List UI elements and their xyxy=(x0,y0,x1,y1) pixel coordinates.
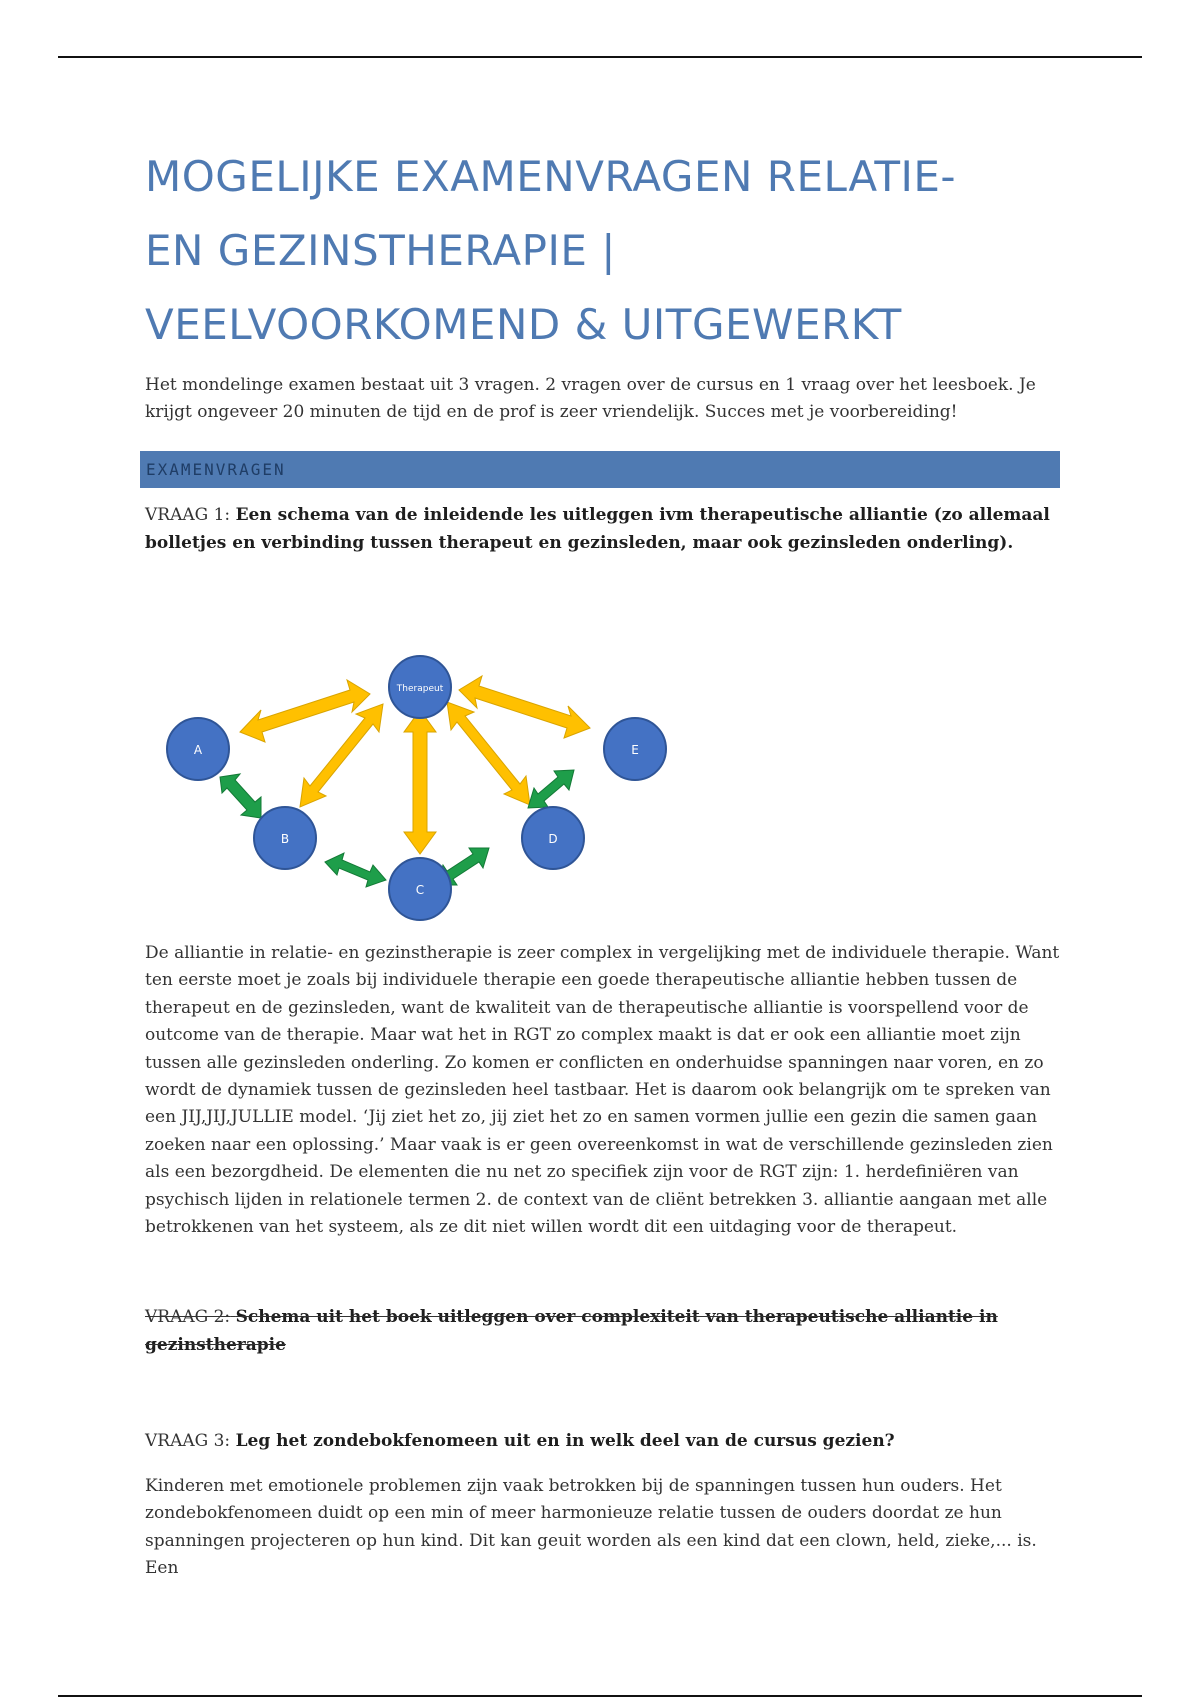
question-3-text: Leg het zondebokfenomeen uit en in welk deel van de cursus gezien? xyxy=(235,1431,895,1451)
alliance-diagram xyxy=(140,622,680,922)
intro-paragraph: Het mondelinge examen bestaat uit 3 vragen. 2 vragen over de cursus en 1 vraag over het leesboek. Je krijgt ongeveer 20 minuten de tijd en de prof is zeer vriendelijk. Succes met je voorbereiding! xyxy=(145,375,1036,422)
page-title xyxy=(145,140,1060,362)
question-1-label: VRAAG 1: xyxy=(145,505,231,525)
arrow-therapeut-d xyxy=(447,702,530,805)
node-c-label: C xyxy=(415,883,425,897)
section-heading: EXAMENVRAGEN xyxy=(146,460,286,479)
question-1-text: Een schema van de inleidende les uitleggen ivm therapeutische alliantie (zo allemaal bolletjes en verbinding tussen therapeut en gezinsleden, maar ook gezinsleden onderling). xyxy=(145,505,1050,553)
arrow-a-b xyxy=(220,774,261,818)
arrow-b-c xyxy=(325,853,386,887)
arrow-therapeut-b xyxy=(300,704,383,807)
node-e-label: E xyxy=(631,743,639,757)
question-3 xyxy=(145,1427,1065,1455)
arrow-d-e xyxy=(528,770,574,808)
question-1-answer xyxy=(145,940,1065,1241)
question-1 xyxy=(145,501,1065,557)
question-2 xyxy=(145,1303,1065,1359)
bottom-rule xyxy=(58,1695,1142,1697)
top-rule xyxy=(58,56,1142,58)
node-therapeut-label: Therapeut xyxy=(396,684,444,694)
node-d-label: D xyxy=(548,832,558,846)
section-heading-bar xyxy=(140,451,1060,488)
title-line-2: EN GEZINSTHERAPIE | xyxy=(145,226,616,275)
answer-1-paragraph: De alliantie in relatie- en gezinstherapie is zeer complex in vergelijking met de individuele therapie. Want ten eerste moet je zoals bij individuele therapie een goede therapeutische alliantie hebben tussen de therapeut en de gezinsleden, want de kwaliteit van de therapeutische alliantie is voorspellend voor de outcome van de therapie. Maar wat het in RGT zo complex maakt is dat er ook een alliantie moet zijn tussen alle gezinsleden onderling. Zo komen er conflicten en onderhuidse spanningen naar voren, en zo wordt de dynamiek tussen de gezinsleden heel tastbaar. Het is daarom ook belangrijk om te spreken van een JIJ,JIJ,JULLIE model. ‘Jij ziet het zo, jij ziet het zo en samen vormen jullie een gezin die samen gaan zoeken naar een oplossing.’ Maar vaak is er geen overeenkomst in wat de verschillende gezinsleden zien als een bezorgdheid. De elementen die nu net zo specifiek zijn voor de RGT zijn: 1. herdefiniëren van psychisch lijden in relationele termen 2. de context van de cliënt betrekken 3. alliantie aangaan met alle betrokkenen van het systeem, als ze dit niet willen wordt dit een uitdaging voor de therapeut. xyxy=(145,943,1060,1238)
title-line-3: VEELVOORKOMEND & UITGEWERKT xyxy=(145,300,902,349)
node-b-label: B xyxy=(280,832,290,846)
arrow-therapeut-c xyxy=(404,710,436,854)
document-header xyxy=(145,140,1060,426)
question-3-label: VRAAG 3: xyxy=(145,1431,231,1451)
node-a-label: A xyxy=(193,743,203,757)
arrow-therapeut-a xyxy=(240,680,370,742)
question-3-answer xyxy=(145,1473,1065,1583)
answer-3-paragraph: Kinderen met emotionele problemen zijn vaak betrokken bij de spanningen tussen hun ouders. Het zondebokfenomeen duidt op een min of meer harmonieuze relatie tussen de ouders doordat ze hun spanningen projecteren op hun kind. Dit kan geuit worden als een kind dat een clown, held, zieke,... is. Een xyxy=(145,1476,1037,1579)
question-2-label: VRAAG 2: xyxy=(145,1307,231,1327)
arrow-therapeut-e xyxy=(459,676,590,738)
question-2-text: Schema uit het boek uitleggen over complexiteit van therapeutische alliantie in gezinstherapie xyxy=(145,1307,998,1355)
title-line-1: MOGELIJKE EXAMENVRAGEN RELATIE- xyxy=(145,152,957,201)
